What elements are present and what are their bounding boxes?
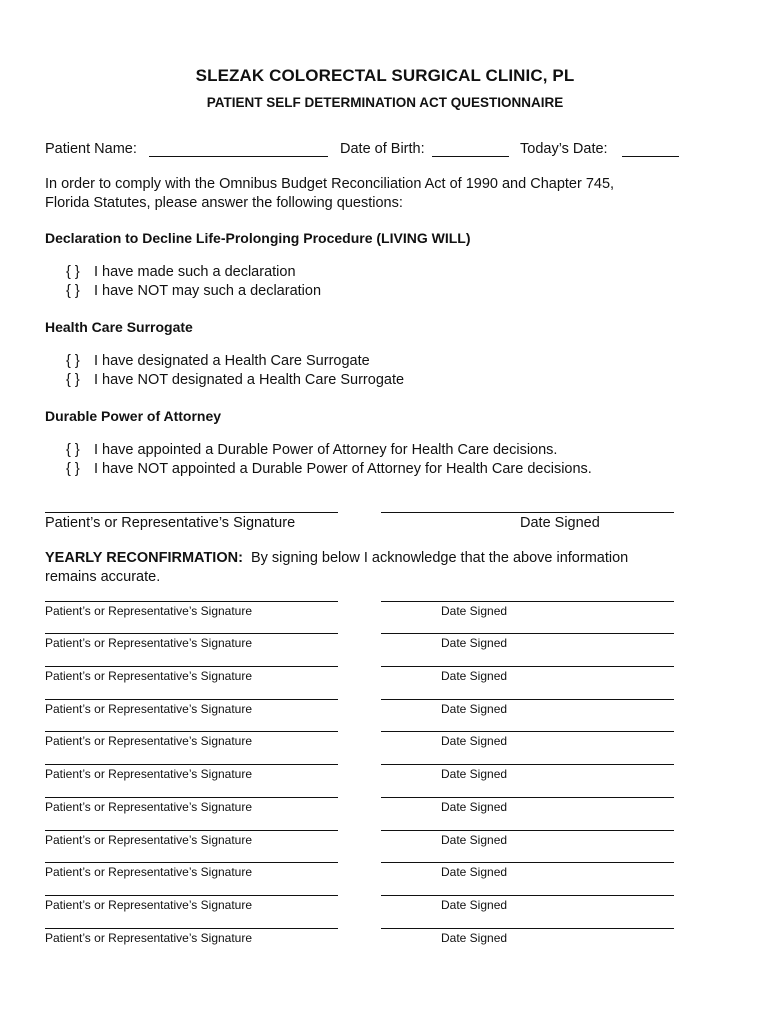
- yearly-date-label: Date Signed: [441, 767, 508, 781]
- yearly-date-line[interactable]: [381, 731, 674, 732]
- yearly-signature-label: Patient’s or Representative’s Signature: [45, 898, 253, 912]
- yearly-row: [0, 699, 770, 732]
- yearly-reconfirmation: [45, 549, 685, 587]
- yearly-row: [0, 601, 770, 634]
- yearly-text-line-1: By signing below I acknowledge that the above information: [250, 550, 629, 566]
- yearly-row: [0, 797, 770, 830]
- date-of-birth-label: Date of Birth:: [340, 141, 425, 157]
- checkbox-brace[interactable]: { }: [66, 283, 80, 299]
- yearly-signature-line[interactable]: [45, 666, 338, 667]
- yearly-date-label: Date Signed: [441, 702, 508, 716]
- yearly-signature-line[interactable]: [45, 862, 338, 863]
- yearly-signature-line[interactable]: [45, 830, 338, 831]
- living-will-option-yes[interactable]: [66, 264, 296, 280]
- yearly-signature-label: Patient’s or Representative’s Signature: [45, 931, 253, 945]
- yearly-signature-label: Patient’s or Representative’s Signature: [45, 767, 253, 781]
- yearly-date-label: Date Signed: [441, 931, 508, 945]
- yearly-row: [0, 764, 770, 797]
- option-label: I have appointed a Durable Power of Attorney for Health Care decisions.: [94, 442, 558, 458]
- yearly-date-label: Date Signed: [441, 669, 508, 683]
- option-label: I have NOT appointed a Durable Power of Attorney for Health Care decisions.: [94, 461, 592, 477]
- yearly-signature-label: Patient’s or Representative’s Signature: [45, 865, 253, 879]
- option-label: I have designated a Health Care Surrogate: [94, 353, 370, 369]
- yearly-signature-label: Patient’s or Representative’s Signature: [45, 702, 253, 716]
- form-subtitle: PATIENT SELF DETERMINATION ACT QUESTIONNAIRE: [206, 95, 564, 110]
- yearly-signature-line[interactable]: [45, 764, 338, 765]
- yearly-date-label: Date Signed: [441, 898, 508, 912]
- yearly-row: [0, 731, 770, 764]
- yearly-heading: YEARLY RECONFIRMATION:: [45, 550, 243, 566]
- clinic-title: SLEZAK COLORECTAL SURGICAL CLINIC, PL: [195, 66, 575, 85]
- intro-line-2: Florida Statutes, please answer the following questions:: [45, 195, 403, 211]
- yearly-date-label: Date Signed: [441, 865, 508, 879]
- yearly-row: [0, 895, 770, 928]
- surrogate-option-yes[interactable]: [66, 353, 370, 369]
- main-signature-line[interactable]: [45, 512, 338, 513]
- poa-option-no[interactable]: [66, 461, 592, 477]
- yearly-signature-label: Patient’s or Representative’s Signature: [45, 669, 253, 683]
- intro-line-1: In order to comply with the Omnibus Budget Reconciliation Act of 1990 and Chapter 745,: [45, 176, 615, 192]
- yearly-signature-line[interactable]: [45, 601, 338, 602]
- intro-text: [45, 175, 685, 213]
- poa-option-yes[interactable]: [66, 442, 557, 458]
- patient-name-label: Patient Name:: [45, 141, 137, 157]
- checkbox-brace[interactable]: { }: [66, 353, 80, 369]
- yearly-row: [0, 862, 770, 895]
- option-label: I have made such a declaration: [94, 264, 296, 280]
- yearly-date-label: Date Signed: [441, 833, 508, 847]
- checkbox-brace[interactable]: { }: [66, 461, 80, 477]
- yearly-date-line[interactable]: [381, 797, 674, 798]
- yearly-signature-label: Patient’s or Representative’s Signature: [45, 833, 253, 847]
- option-label: I have NOT designated a Health Care Surrogate: [94, 372, 405, 388]
- yearly-signature-label: Patient’s or Representative’s Signature: [45, 800, 253, 814]
- yearly-signature-line[interactable]: [45, 895, 338, 896]
- yearly-date-line[interactable]: [381, 895, 674, 896]
- todays-date-field[interactable]: [622, 156, 679, 157]
- yearly-date-label: Date Signed: [441, 636, 508, 650]
- yearly-signature-line[interactable]: [45, 699, 338, 700]
- checkbox-brace[interactable]: { }: [66, 372, 80, 388]
- yearly-date-line[interactable]: [381, 862, 674, 863]
- checkbox-brace[interactable]: { }: [66, 442, 80, 458]
- yearly-signature-label: Patient’s or Representative’s Signature: [45, 636, 253, 650]
- yearly-date-line[interactable]: [381, 666, 674, 667]
- yearly-signature-line[interactable]: [45, 797, 338, 798]
- yearly-date-line[interactable]: [381, 633, 674, 634]
- yearly-signature-line[interactable]: [45, 731, 338, 732]
- date-of-birth-field[interactable]: [432, 156, 509, 157]
- yearly-row: [0, 928, 770, 961]
- option-label: I have NOT may such a declaration: [94, 283, 322, 299]
- yearly-row: [0, 830, 770, 863]
- yearly-signature-label: Patient’s or Representative’s Signature: [45, 734, 253, 748]
- todays-date-label: Today’s Date:: [520, 141, 608, 157]
- yearly-signature-line[interactable]: [45, 928, 338, 929]
- main-date-label: Date Signed: [520, 515, 600, 531]
- yearly-date-label: Date Signed: [441, 604, 508, 618]
- yearly-date-line[interactable]: [381, 928, 674, 929]
- main-date-line[interactable]: [381, 512, 674, 513]
- yearly-date-line[interactable]: [381, 699, 674, 700]
- living-will-option-no[interactable]: [66, 283, 321, 299]
- yearly-date-label: Date Signed: [441, 800, 508, 814]
- health-care-surrogate-heading: Health Care Surrogate: [45, 319, 193, 335]
- yearly-date-label: Date Signed: [441, 734, 508, 748]
- surrogate-option-no[interactable]: [66, 372, 404, 388]
- yearly-row: [0, 666, 770, 699]
- patient-name-field[interactable]: [149, 156, 328, 157]
- yearly-row: [0, 633, 770, 666]
- yearly-date-line[interactable]: [381, 830, 674, 831]
- yearly-signature-label: Patient’s or Representative’s Signature: [45, 604, 253, 618]
- main-signature-label: Patient’s or Representative’s Signature: [45, 515, 296, 531]
- power-of-attorney-heading: Durable Power of Attorney: [45, 408, 222, 424]
- yearly-signature-line[interactable]: [45, 633, 338, 634]
- yearly-date-line[interactable]: [381, 764, 674, 765]
- yearly-date-line[interactable]: [381, 601, 674, 602]
- living-will-heading: Declaration to Decline Life-Prolonging Procedure (LIVING WILL): [45, 230, 471, 246]
- checkbox-brace[interactable]: { }: [66, 264, 80, 280]
- yearly-text-line-2: remains accurate.: [45, 569, 161, 585]
